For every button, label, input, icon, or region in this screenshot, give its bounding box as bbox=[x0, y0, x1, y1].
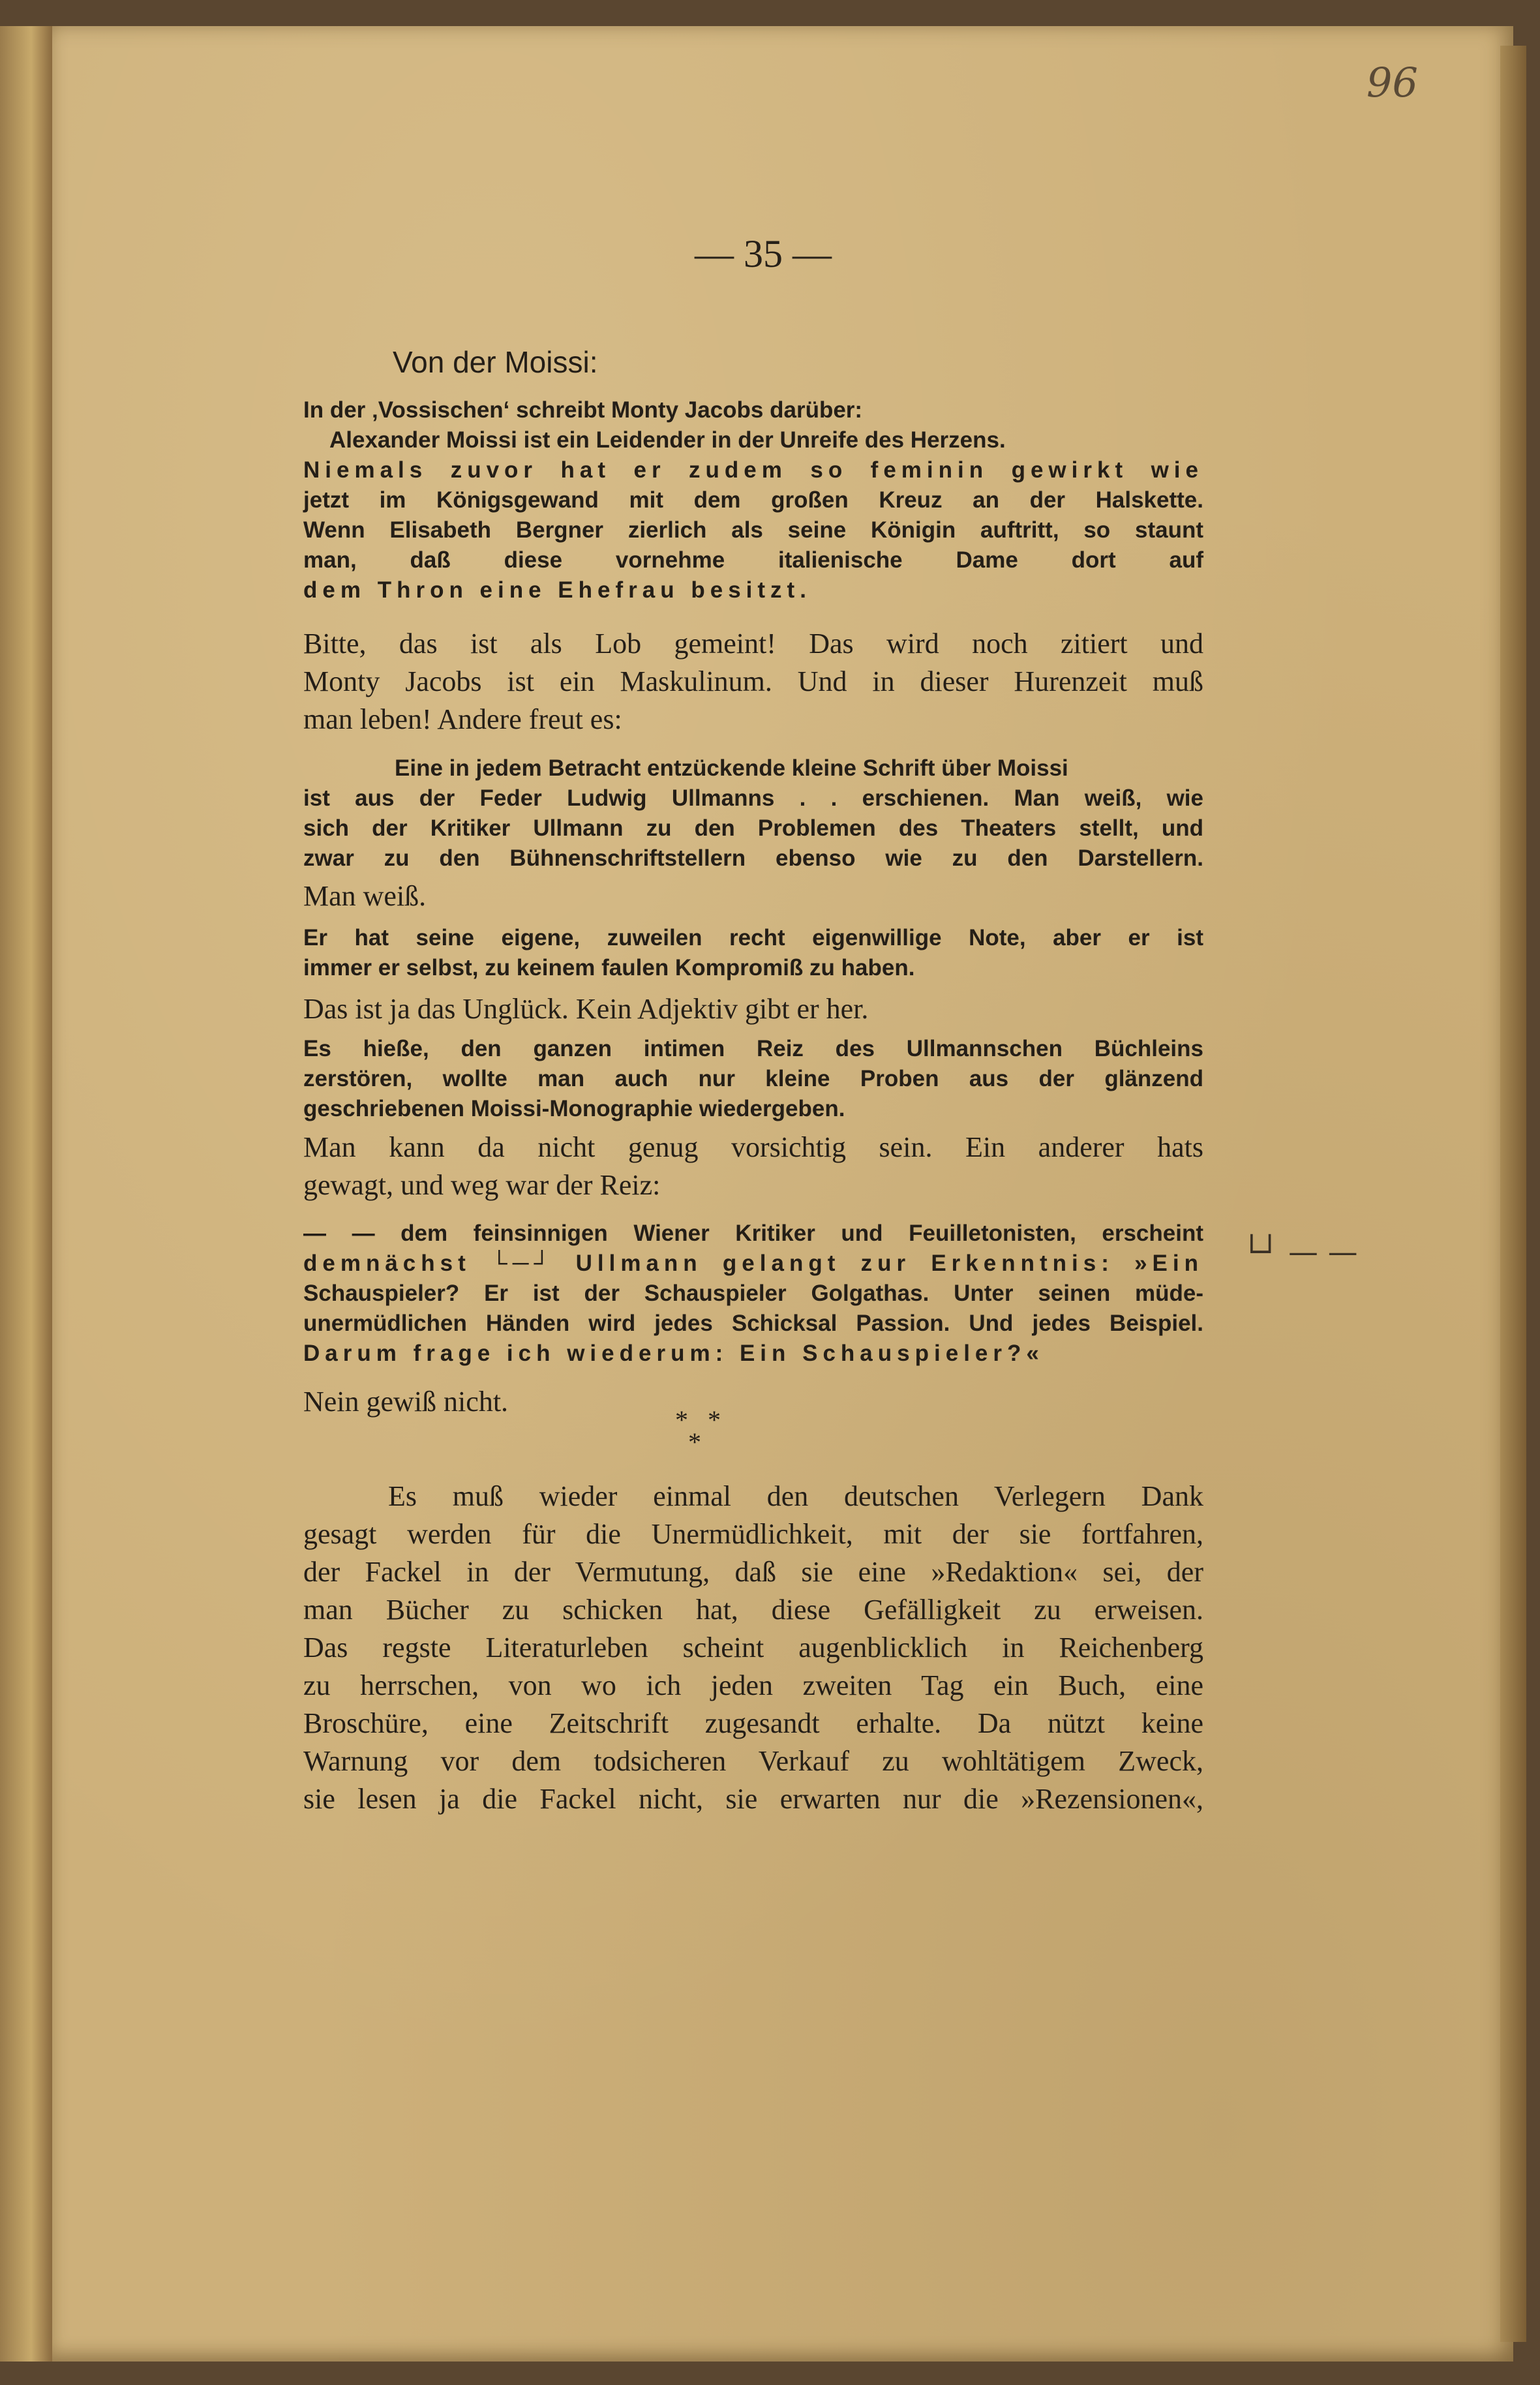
paragraph-1 bbox=[303, 625, 1203, 738]
text-line: zu herrschen, von wo ich jeden zweiten Tag ein Buch, eine bbox=[303, 1669, 1203, 1701]
quote-line: unermüdlichen Händen wird jedes Schicksal Passion. Und jedes Beispiel. bbox=[303, 1311, 1203, 1336]
quote-line: Wenn Elisabeth Bergner zierlich als seine Königin auftritt, so staunt bbox=[303, 517, 1203, 543]
quote-block-5 bbox=[303, 1219, 1203, 1369]
quote-block-2 bbox=[303, 753, 1203, 873]
text-line: Es muß wieder einmal den deutschen Verlegern Dank bbox=[388, 1480, 1203, 1512]
text-line: der Fackel in der Vermutung, daß sie eine »Redaktion« sei, der bbox=[303, 1556, 1203, 1588]
quote-line: Schauspieler? Er ist der Schauspieler Golgathas. Unter seinen müde- bbox=[303, 1281, 1203, 1306]
paragraph-3: Das ist ja das Unglück. Kein Adjektiv gibt er her. bbox=[303, 993, 869, 1025]
text-line: Broschüre, eine Zeitschrift zugesandt erhalte. Da nützt keine bbox=[303, 1707, 1203, 1739]
paragraph-5: Nein gewiß nicht. bbox=[303, 1386, 509, 1418]
previous-page-edge bbox=[0, 26, 52, 2362]
quote-line: Darum frage ich wiederum: Ein Schauspieler?« bbox=[303, 1341, 1044, 1366]
text-line: gesagt werden für die Unermüdlichkeit, mit der sie fortfahren, bbox=[303, 1518, 1203, 1550]
text-line: Bitte, das ist als Lob gemeint! Das wird noch zitiert und bbox=[303, 628, 1203, 660]
paragraph-4 bbox=[303, 1129, 1203, 1204]
quote-line: Er hat seine eigene, zuweilen recht eigenwillige Note, aber er ist bbox=[303, 925, 1203, 950]
quote-line: immer er selbst, zu keinem faulen Kompromiß zu haben. bbox=[303, 955, 915, 980]
section-heading: Von der Moissi: bbox=[393, 345, 598, 379]
quote-line: In der ‚Vossischen‘ schreibt Monty Jacobs darüber: bbox=[303, 397, 863, 423]
quote-line: jetzt im Königsgewand mit dem großen Kreuz an der Halskette. bbox=[303, 487, 1203, 513]
quote-line: demnächst └─┘ Ullmann gelangt zur Erkenntnis: »Ein bbox=[303, 1251, 1203, 1276]
text-line: Warnung vor dem todsicheren Verkauf zu wohltätigem Zweck, bbox=[303, 1745, 1203, 1777]
quote-block-1 bbox=[303, 395, 1203, 605]
margin-annotation: └┘ — — bbox=[1243, 1234, 1358, 1269]
quote-line: Eine in jedem Betracht entzückende kleine Schrift über Moissi bbox=[395, 755, 1068, 781]
quote-line: Alexander Moissi ist ein Leidender in der Unreife des Herzens. bbox=[329, 427, 1006, 453]
text-line: Man kann da nicht genug vorsichtig sein. Ein anderer hats bbox=[303, 1131, 1203, 1163]
quote-block-4 bbox=[303, 1034, 1203, 1124]
text-line: gewagt, und weg war der Reiz: bbox=[303, 1169, 661, 1201]
paragraph-2: Man weiß. bbox=[303, 880, 427, 912]
text-line: man Bücher zu schicken hat, diese Gefälligkeit zu erweisen. bbox=[303, 1594, 1203, 1626]
quote-block-3 bbox=[303, 923, 1203, 983]
quote-line: ist aus der Feder Ludwig Ullmanns . . erschienen. Man weiß, wie bbox=[303, 785, 1203, 811]
quote-line: zwar zu den Bühnenschriftstellern ebenso wie zu den Darstellern. bbox=[303, 845, 1203, 871]
final-paragraph bbox=[303, 1478, 1203, 1818]
quote-line: zerstören, wollte man auch nur kleine Proben aus der glänzend bbox=[303, 1066, 1203, 1091]
quote-line: — — dem feinsinnigen Wiener Kritiker und Feuilletonisten, erscheint bbox=[303, 1221, 1203, 1246]
page-stack-edge bbox=[1500, 46, 1526, 2342]
quote-line: Niemals zuvor hat er zudem so feminin gewirkt wie bbox=[303, 457, 1203, 483]
text-line: man leben! Andere freut es: bbox=[303, 703, 622, 735]
handwritten-folio: 96 bbox=[1366, 59, 1418, 106]
quote-line: sich der Kritiker Ullmann zu den Problemen des Theaters stellt, und bbox=[303, 815, 1203, 841]
text-line: Das regste Literaturleben scheint augenblicklich in Reichenberg bbox=[303, 1632, 1203, 1663]
section-divider-asterisks: * * * bbox=[675, 1405, 721, 1457]
page-number: — 35 — bbox=[695, 232, 832, 275]
quote-line: man, daß diese vornehme italienische Dame dort auf bbox=[303, 547, 1203, 573]
quote-line: geschriebenen Moissi-Monographie wiedergeben. bbox=[303, 1096, 845, 1121]
quote-line: dem Thron eine Ehefrau besitzt. bbox=[303, 577, 811, 603]
quote-line: Es hieße, den ganzen intimen Reiz des Ullmannschen Büchleins bbox=[303, 1036, 1203, 1061]
text-line: Monty Jacobs ist ein Maskulinum. Und in dieser Hurenzeit muß bbox=[303, 665, 1203, 697]
text-line: sie lesen ja die Fackel nicht, sie erwarten nur die »Rezensionen«, bbox=[303, 1783, 1203, 1815]
